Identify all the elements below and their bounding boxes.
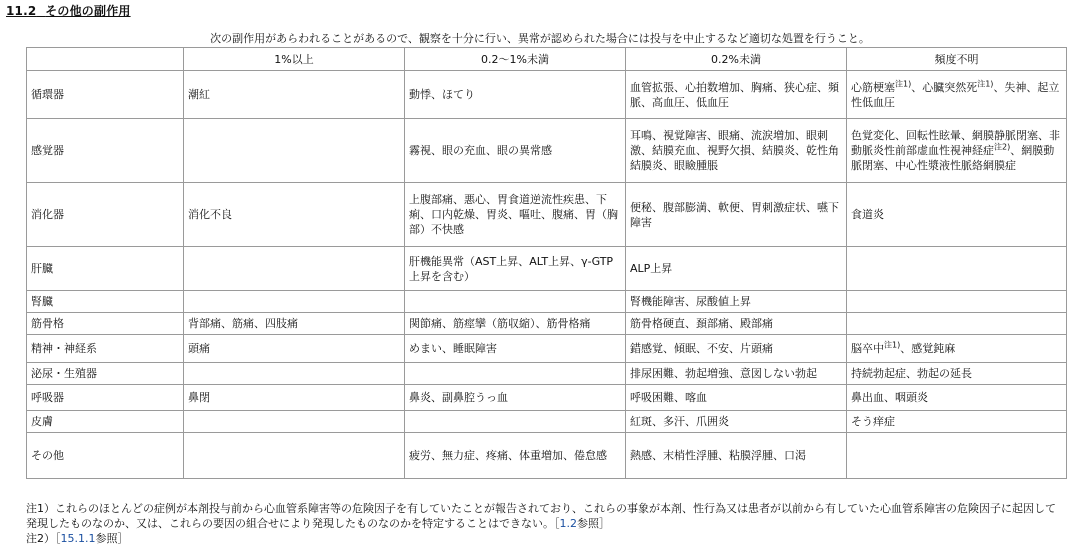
cell-frequency-unknown bbox=[847, 291, 1067, 313]
cell-over-1pct bbox=[184, 119, 405, 183]
cell-over-1pct bbox=[184, 363, 405, 385]
footnote-1-text: 注1）これらのほとんどの症例が本剤投与前から心血管系障害等の危険因子を有していたことが報告されており、これらの事象が本剤、性行為又は患者が以前から有していた心血管系障害の危険因子に起因して発現したものなのか、又は、これらの要因の組合せにより発現したものなのかを特定することはできない。 bbox=[26, 502, 1056, 530]
cell-category: 泌尿・生殖器 bbox=[27, 363, 184, 385]
cell-category: 精神・神経系 bbox=[27, 335, 184, 363]
table-row bbox=[27, 433, 1067, 479]
cell-under-0.2pct: 血管拡張、心拍数増加、胸痛、狭心症、頻脈、高血圧、低血圧 bbox=[626, 71, 847, 119]
table-row bbox=[27, 385, 1067, 411]
cell-0.2-to-1pct: 疲労、無力症、疼痛、体重増加、倦怠感 bbox=[405, 433, 626, 479]
table-row bbox=[27, 313, 1067, 335]
cell-over-1pct bbox=[184, 291, 405, 313]
footnote-1-reference-link[interactable]: 1.2 bbox=[559, 517, 577, 530]
table-row bbox=[27, 71, 1067, 119]
cell-under-0.2pct: 呼吸困難、喀血 bbox=[626, 385, 847, 411]
cell-frequency-unknown bbox=[847, 433, 1067, 479]
cell-under-0.2pct: 耳鳴、視覚障害、眼痛、流涙増加、眼刺激、結膜充血、視野欠損、結膜炎、乾性角結膜炎、眼瞼腫脹 bbox=[626, 119, 847, 183]
header-0.2-to-1pct: 0.2〜1%未満 bbox=[405, 48, 626, 71]
footnote-marker: 注1) bbox=[977, 78, 994, 88]
footnote-marker: 注1) bbox=[884, 340, 901, 350]
cell-0.2-to-1pct bbox=[405, 411, 626, 433]
cell-over-1pct: 鼻閉 bbox=[184, 385, 405, 411]
table-row bbox=[27, 119, 1067, 183]
side-effects-table bbox=[26, 47, 1067, 479]
cell-0.2-to-1pct: 上腹部痛、悪心、胃食道逆流性疾患、下痢、口内乾燥、胃炎、嘔吐、腹痛、胃（胸部）不快感 bbox=[405, 183, 626, 247]
cell-text: 脳卒中 bbox=[851, 342, 884, 355]
cell-text: 、心臓突然死 bbox=[911, 80, 978, 94]
header-category bbox=[27, 48, 184, 71]
cell-over-1pct: 頭痛 bbox=[184, 335, 405, 363]
header-under-0.2pct: 0.2%未満 bbox=[626, 48, 847, 71]
cell-category: 呼吸器 bbox=[27, 385, 184, 411]
cell-over-1pct: 潮紅 bbox=[184, 71, 405, 119]
cell-0.2-to-1pct: 関節痛、筋痙攣（筋収縮）、筋骨格痛 bbox=[405, 313, 626, 335]
cell-category: 消化器 bbox=[27, 183, 184, 247]
cell-text: 持続勃起症、勃起の延長 bbox=[851, 367, 972, 380]
cell-over-1pct bbox=[184, 247, 405, 291]
cell-over-1pct bbox=[184, 411, 405, 433]
footnotes bbox=[26, 501, 1066, 546]
cell-under-0.2pct: ALP上昇 bbox=[626, 247, 847, 291]
cell-category: 皮膚 bbox=[27, 411, 184, 433]
table-row bbox=[27, 335, 1067, 363]
intro-text: 次の副作用があらわれることがあるので、観察を十分に行い、異常が認められた場合には投与を中止するなど適切な処置を行うこと。 bbox=[210, 32, 870, 45]
cell-0.2-to-1pct: 動悸、ほてり bbox=[405, 71, 626, 119]
cell-under-0.2pct: 排尿困難、勃起増強、意図しない勃起 bbox=[626, 363, 847, 385]
cell-category: 筋骨格 bbox=[27, 313, 184, 335]
footnote-2-reference-link[interactable]: 15.1.1 bbox=[60, 532, 96, 545]
footnote-marker: 注2) bbox=[994, 142, 1011, 152]
cell-category: 循環器 bbox=[27, 71, 184, 119]
footnote-2-text: 注2） bbox=[26, 532, 55, 545]
cell-0.2-to-1pct: 霧視、眼の充血、眼の異常感 bbox=[405, 119, 626, 183]
cell-0.2-to-1pct bbox=[405, 363, 626, 385]
table-row bbox=[27, 363, 1067, 385]
cell-frequency-unknown bbox=[847, 119, 1067, 183]
cell-under-0.2pct: 熱感、末梢性浮腫、粘膜浮腫、口渇 bbox=[626, 433, 847, 479]
cell-0.2-to-1pct: 肝機能異常（AST上昇、ALT上昇、γ-GTP上昇を含む） bbox=[405, 247, 626, 291]
cell-over-1pct: 背部痛、筋痛、四肢痛 bbox=[184, 313, 405, 335]
cell-text: 鼻出血、咽頭炎 bbox=[851, 391, 928, 404]
header-frequency-unknown: 頻度不明 bbox=[847, 48, 1067, 71]
cell-text: 食道炎 bbox=[851, 208, 884, 221]
cell-under-0.2pct: 筋骨格硬直、頚部痛、殿部痛 bbox=[626, 313, 847, 335]
cell-under-0.2pct: 錯感覚、傾眠、不安、片頭痛 bbox=[626, 335, 847, 363]
cell-over-1pct: 消化不良 bbox=[184, 183, 405, 247]
cell-text: 、失神、起立性低血圧 bbox=[851, 80, 1060, 109]
footnote-2: 注2）［15.1.1参照］ bbox=[26, 532, 129, 545]
table-header-row bbox=[27, 48, 1067, 71]
cell-frequency-unknown bbox=[847, 411, 1067, 433]
table-row bbox=[27, 247, 1067, 291]
cell-category: 感覚器 bbox=[27, 119, 184, 183]
cell-category: その他 bbox=[27, 433, 184, 479]
cell-over-1pct bbox=[184, 433, 405, 479]
section-heading bbox=[6, 2, 131, 19]
cell-text: 心筋梗塞 bbox=[851, 80, 895, 94]
cell-frequency-unknown bbox=[847, 183, 1067, 247]
cell-frequency-unknown bbox=[847, 335, 1067, 363]
cell-text: 、感覚鈍麻 bbox=[900, 342, 956, 355]
cell-text: 、網膜動脈閉塞、中心性漿液性脈絡網膜症 bbox=[851, 144, 1055, 172]
cell-frequency-unknown bbox=[847, 247, 1067, 291]
section-title-text: その他の副作用 bbox=[45, 4, 131, 18]
cell-frequency-unknown bbox=[847, 363, 1067, 385]
cell-text: 色覚変化、回転性眩暈、網膜静脈閉塞、非動脈炎性前部虚血性視神経症 bbox=[851, 129, 1060, 157]
footnote-1: 注1）これらのほとんどの症例が本剤投与前から心血管系障害等の危険因子を有していたことが報告されており、これらの事象が本剤、性行為又は患者が以前から有していた心血管系障害の危険因子に起因して発現したものなのか、又は、これらの要因の組合せにより発現したものなのかを特定することはできない。［1.2参照］ bbox=[26, 502, 1056, 530]
table-body bbox=[27, 71, 1067, 479]
cell-category: 腎臓 bbox=[27, 291, 184, 313]
cell-0.2-to-1pct bbox=[405, 291, 626, 313]
cell-frequency-unknown bbox=[847, 385, 1067, 411]
footnote-marker: 注1) bbox=[895, 78, 912, 88]
table-row bbox=[27, 411, 1067, 433]
header-over-1pct: 1%以上 bbox=[184, 48, 405, 71]
table-row bbox=[27, 291, 1067, 313]
cell-0.2-to-1pct: 鼻炎、副鼻腔うっ血 bbox=[405, 385, 626, 411]
table-row bbox=[27, 183, 1067, 247]
cell-under-0.2pct: 便秘、腹部膨満、軟便、胃刺激症状、嚥下障害 bbox=[626, 183, 847, 247]
cell-0.2-to-1pct: めまい、睡眠障害 bbox=[405, 335, 626, 363]
cell-under-0.2pct: 紅斑、多汗、爪囲炎 bbox=[626, 411, 847, 433]
cell-category: 肝臓 bbox=[27, 247, 184, 291]
cell-under-0.2pct: 腎機能障害、尿酸値上昇 bbox=[626, 291, 847, 313]
cell-text: そう痒症 bbox=[851, 415, 895, 428]
section-number: 11.2 bbox=[6, 4, 37, 18]
cell-frequency-unknown bbox=[847, 71, 1067, 119]
cell-frequency-unknown bbox=[847, 313, 1067, 335]
